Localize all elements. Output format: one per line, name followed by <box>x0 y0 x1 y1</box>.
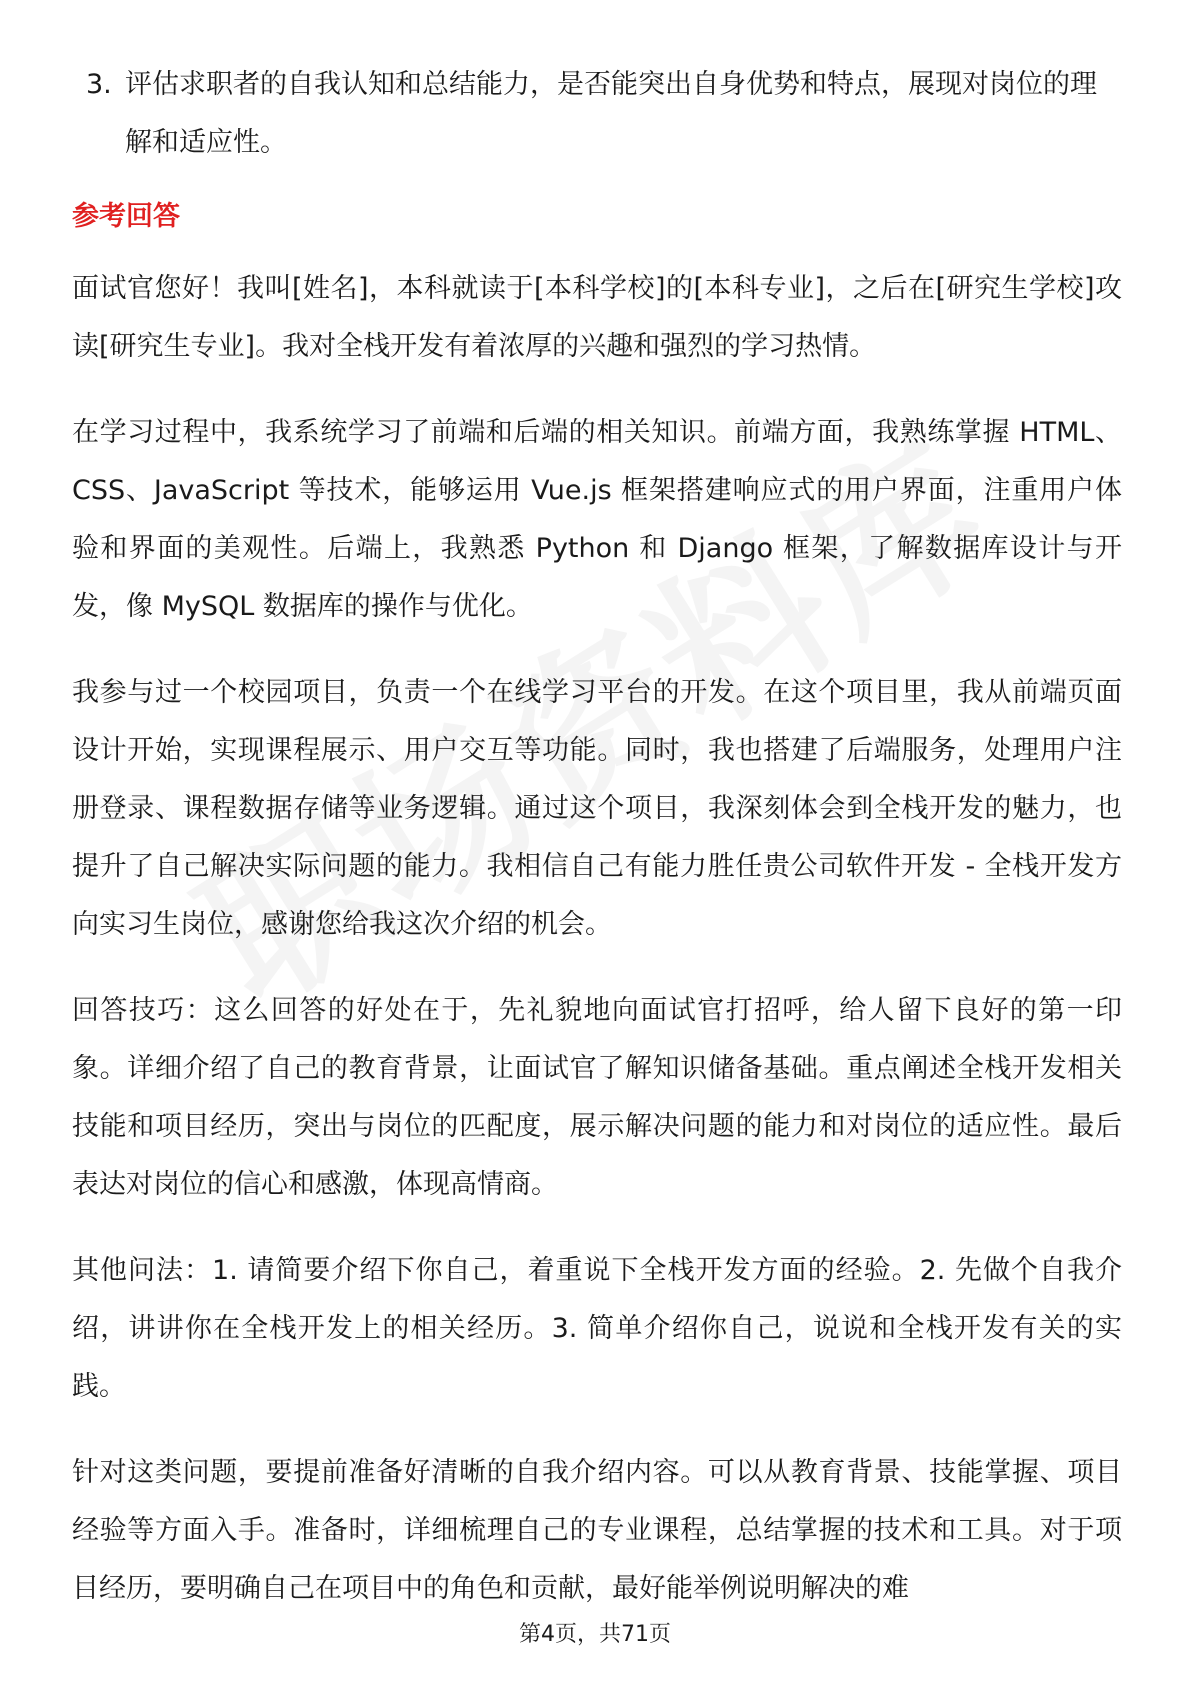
paragraph-tips: 回答技巧：这么回答的好处在于，先礼貌地向面试官打招呼，给人留下良好的第一印象。详细介绍了自己的教育背景，让面试官了解知识储备基础。重点阐述全栈开发相关技能和项目经历，突出与岗位的匹配度，展示解决问题的能力和对岗位的适应性。最后表达对岗位的信心和感激，体现高情商。 <box>72 995 1122 1200</box>
list-item <box>72 56 1122 172</box>
list-item-text: 评估求职者的自我认知和总结能力，是否能突出自身优势和特点，展现对岗位的理解和适应性。 <box>125 69 1097 158</box>
paragraph-skills: 在学习过程中，我系统学习了前端和后端的相关知识。前端方面，我熟练掌握 HTML、CSS、JavaScript 等技术，能够运用 Vue.js 框架搭建响应式的用户界面，注重用户体验和界面的美观性。后端上，我熟悉 Python 和 Django 框架，了解数据库设计与开发，像 MySQL 数据库的操作与优化。 <box>72 417 1122 622</box>
paragraph-intro: 面试官您好！我叫[姓名]，本科就读于[本科学校]的[本科专业]，之后在[研究生学校]攻读[研究生专业]。我对全栈开发有着浓厚的兴趣和强烈的学习热情。 <box>72 273 1122 362</box>
paragraph-project: 我参与过一个校园项目，负责一个在线学习平台的开发。在这个项目里，我从前端页面设计开始，实现课程展示、用户交互等功能。同时，我也搭建了后端服务，处理用户注册登录、课程数据存储等业务逻辑。通过这个项目，我深刻体会到全栈开发的魅力，也提升了自己解决实际问题的能力。我相信自己有能力胜任贵公司软件开发 - 全栈开发方向实习生岗位，感谢您给我这次介绍的机会。 <box>72 677 1122 940</box>
page-number-footer: 第4页，共71页 <box>519 1622 671 1647</box>
paragraph-preparation: 针对这类问题，要提前准备好清晰的自我介绍内容。可以从教育背景、技能掌握、项目经验等方面入手。准备时，详细梳理自己的专业课程，总结掌握的技术和工具。对于项目经历，要明确自己在项目中的角色和贡献，最好能举例说明解决的难 <box>72 1457 1122 1604</box>
list-item-number: 3. <box>86 69 112 100</box>
page-content <box>72 56 1122 1646</box>
paragraph-alternatives: 其他问法：1. 请简要介绍下你自己，着重说下全栈开发方面的经验。2. 先做个自我介绍，讲讲你在全栈开发上的相关经历。3. 简单介绍你自己，说说和全栈开发有关的实践。 <box>72 1255 1122 1402</box>
section-title: 参考回答 <box>72 201 180 232</box>
